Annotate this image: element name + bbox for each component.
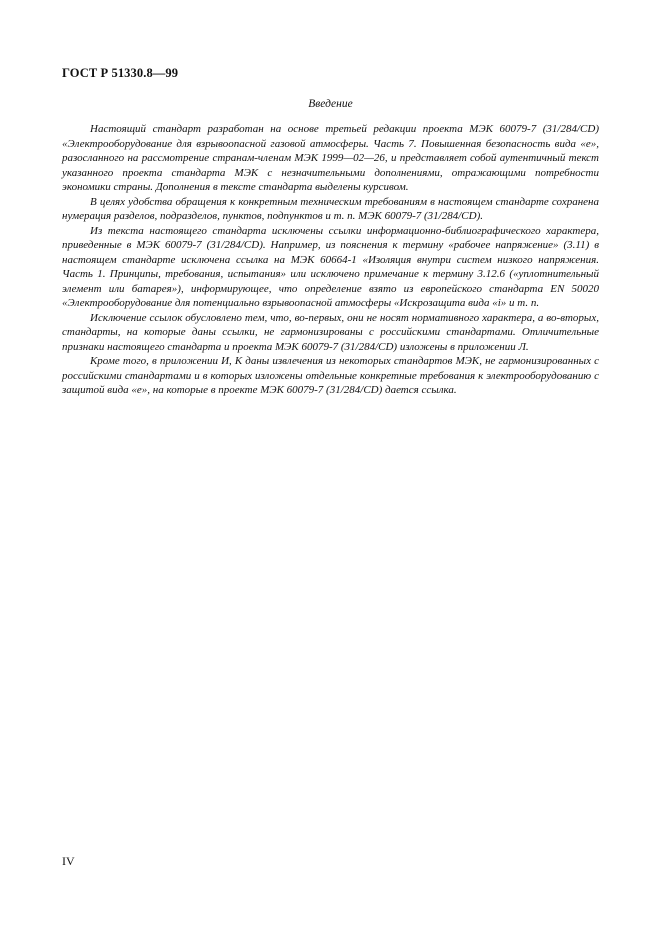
document-body [62, 122, 599, 398]
paragraph: Настоящий стандарт разработан на основе третьей редакции проекта МЭК 60079-7 (31/284/CD) «Электрооборудование для взрывоопасной газовой атмосферы. Часть 7. Повышенная безопасность вида «е», разосланного на рассмотрение странам-членам МЭК 1999—02—26, и представляет собой аутентичный текст указанного проекта стандарта МЭК с незначительными дополнениями, отражающими потребности экономики страны. Дополнения в тексте стандарта выделены курсивом. [62, 123, 599, 193]
paragraph: Кроме того, в приложении И, К даны извлечения из некоторых стандартов МЭК, не гармонизированных с российскими стандартами и в которых изложены отдельные конкретные требования к электрооборудованию с защитой вида «е», на которые в проекте МЭК 60079-7 (31/284/CD) дается ссылка. [62, 355, 599, 396]
section-title: Введение [308, 98, 353, 110]
paragraph: Исключение ссылок обусловлено тем, что, во-первых, они не носят нормативного характера, а во-вторых, стандарты, на которые даны ссылки, не гармонизированы с российскими стандартами. Отличительные признаки настоящего стандарта и проекта МЭК 60079-7 (31/284/CD) изложены в приложении Л. [62, 311, 599, 353]
paragraph: Из текста настоящего стандарта исключены ссылки информационно-библиографического характера, приведенные в МЭК 60079-7 (31/284/CD). Например, из пояснения к термину «рабочее напряжение» (3.11) в настоящем стандарте исключена ссылка на МЭК 60664-1 «Изоляция внутри систем низкого напряжения. Часть 1. Принципы, требования, испытания» или исключено примечание к термину 3.12.6 («уплотнительный элемент или батарея»), информирующее, что определение взято из европейского стандарта EN 50020 «Электрооборудование для потенциально взрывоопасной атмосферы «Искрозащита вида «i» и т. п. [62, 224, 599, 309]
page-number: IV [62, 854, 75, 868]
paragraph: В целях удобства обращения к конкретным техническим требованиям в настоящем стандарте сохранена нумерация разделов, подразделов, пунктов, подпунктов и т. п. МЭК 60079-7 (31/284/CD). [62, 195, 599, 222]
document-header: ГОСТ Р 51330.8—99 [62, 66, 179, 80]
